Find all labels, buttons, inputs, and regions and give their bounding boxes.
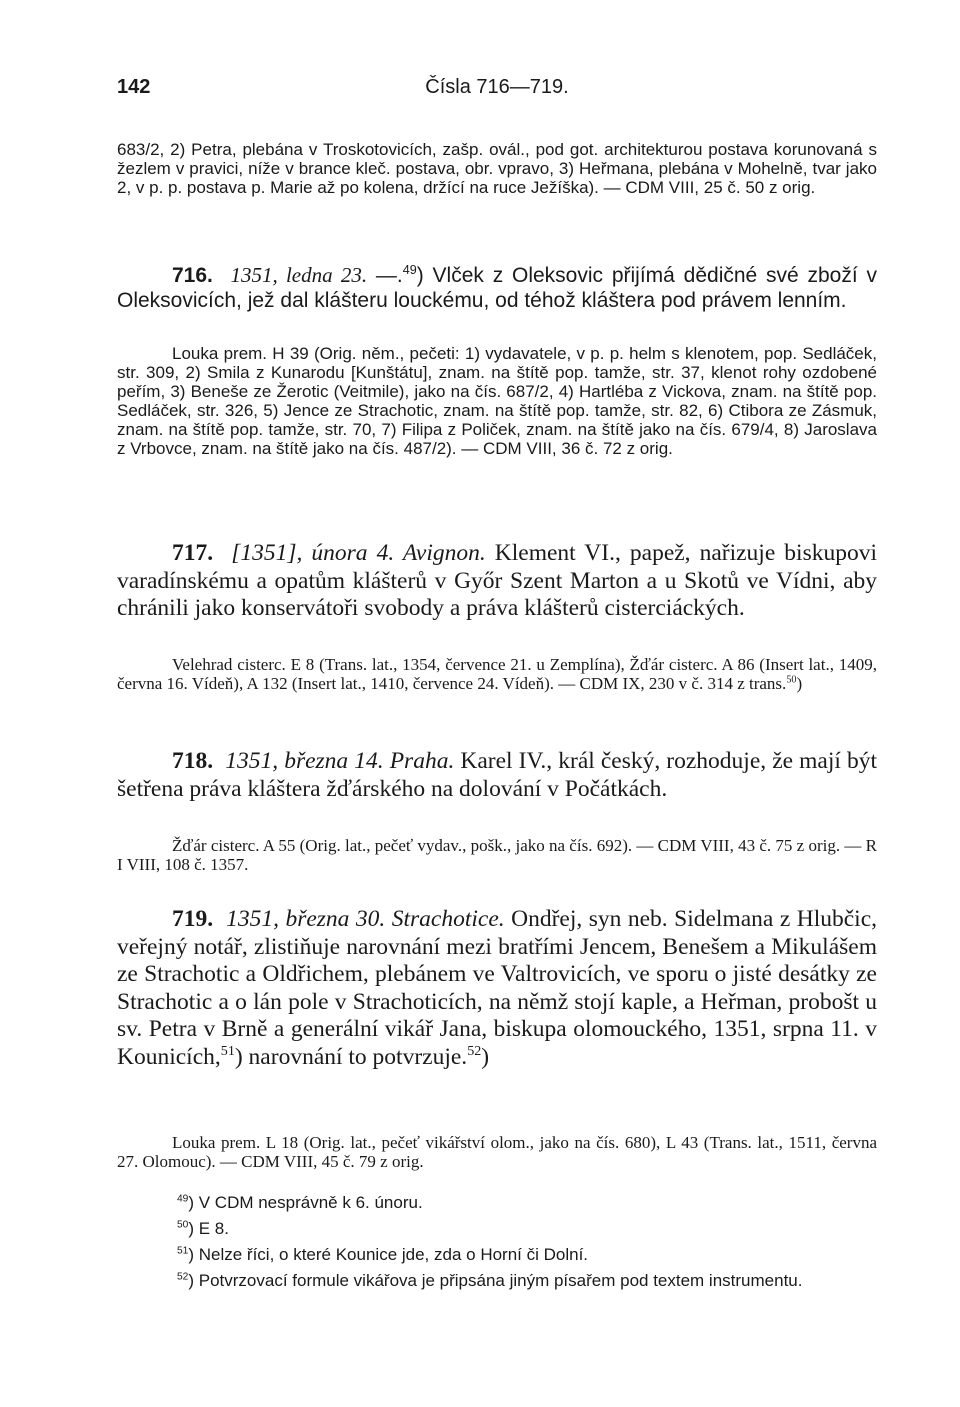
footnote-mark: 52 <box>177 1271 189 1283</box>
entry-718-summary <box>117 748 877 803</box>
entry-number: 718. <box>172 748 214 774</box>
footnotes <box>117 1190 877 1294</box>
footnote <box>117 1216 877 1242</box>
entry-number: 717. <box>172 540 214 566</box>
footnote <box>117 1268 877 1294</box>
page-header <box>117 76 877 102</box>
entry-summary: Ondřej, syn neb. Sidelmana z Hlubčic, veřejný notář, zlistiňuje narovnání mezi bratřími Jencem, Benešem a Mikulášem ze Strachotic a Oldřichem, plebánem ve Valtrovicích, ve sporu o jisté desátky ze Strachotic a o lán pole v Strachoticích, na němž stojí kaple, a Heřman, probošt u sv. Petra v Brně a generální vikář Jana, biskupa olomouckého, 1351, srpna 11. v Kounicích, <box>117 906 878 1070</box>
footnote-ref: 52 <box>467 1042 482 1059</box>
footnote-ref: 51 <box>220 1042 235 1059</box>
entry-718-source <box>117 836 877 874</box>
footnote-mark: 51 <box>177 1245 189 1257</box>
entry-source: Velehrad cisterc. E 8 (Trans. lat., 1354, července 21. u Zemplína), Žďár cisterc. A 86 (Insert lat., 1409, června 16. Vídeň), A 132 (Insert lat., 1410, července 24. Vídeň). — CDM IX, 230 v č. 314 z trans. <box>117 655 877 693</box>
running-title: Čísla 716—719. <box>425 76 569 98</box>
continuation-text: 683/2, 2) Petra, plebána v Troskotovicích, zašp. ovál., pod got. architekturou postava korunovaná s žezlem v pravici, níže v brance kleč. postava, obr. vpravo, 3) Heřmana, plebána v Mohelně, tvar jako 2, v p. p. postava p. Marie až po kolena, držící na ruce Ježíška). — CDM VIII, 25 č. 50 z orig. <box>117 140 877 197</box>
footnote-ref: 49 <box>402 263 417 277</box>
footnote-text: ) V CDM nesprávně k 6. únoru. <box>188 1193 423 1212</box>
entry-source: Louka prem. H 39 (Orig. něm., pečeti: 1) vydavatele, v p. p. helm s klenotem, pop. Sedláček, str. 309, 2) Smila z Kunarodu [Kunštátu], znam. na štítě pop. tamže, str. 37, klenot rohy ozdobené peřím, 3) Beneše ze Žerotic (Veitmile), jako na čís. 687/2, 4) Hartléba z Vickova, znam. na štítě pop. Sedláček, str. 326, 5) Jence ze Strachotic, znam. na štítě pop. tamže, str. 82, 6) Ctibora ze Zásmuk, znam. na štítě pop. tamže, str. 70, 7) Filipa z Poliček, znam. na štítě jako na čís. 679/4, 8) Jaroslava z Vrbovce, znam. na štítě jako na čís. 487/2). — CDM VIII, 36 č. 72 z orig. <box>117 344 877 458</box>
entry-date: 1351, března 30. Strachotice. <box>226 906 505 932</box>
entry-summary: ) Vlček z Oleksovic přijímá dědičné své zboží v Oleksovicích, jež dal klášteru louckému, od téhož kláštera pod právem lenním. <box>117 264 877 312</box>
entry-source: Žďár cisterc. A 55 (Orig. lat., pečeť vydav., pošk., jako na čís. 692). — CDM VIII, 43 č. 75 z orig. — R I VIII, 108 č. 1357. <box>117 836 877 874</box>
entry-date: [1351], února 4. Avignon. <box>231 540 486 566</box>
entry-717-summary <box>117 540 877 623</box>
entry-source: Louka prem. L 18 (Orig. lat., pečeť vikářství olom., jako na čís. 680), L 43 (Trans. lat., 1511, června 27. Olomouc). — CDM VIII, 45 č. 79 z orig. <box>117 1133 877 1171</box>
entry-summary: Karel IV., král český, rozhoduje, že mají být šetřena práva kláštera žďárského na dolování v Počátkách. <box>117 748 877 802</box>
entry-summary-cont: ) narovnání to potvrzuje. <box>234 1043 468 1070</box>
entry-date: 1351, ledna 23. <box>230 263 368 287</box>
footnote-ref: 50 <box>786 674 797 686</box>
footnote-text: ) Potvrzovací formule vikářova je připsána jiným písařem pod textem instrumentu. <box>188 1271 803 1290</box>
entry-719-source <box>117 1133 877 1171</box>
footnote-mark: 50 <box>177 1219 189 1231</box>
entry-summary: Klement VI., papež, nařizuje biskupovi varadínskému a opatům klášterů v Győr Szent Marton a u Skotů ve Vídni, aby chránili jako konservátoři svobody a práva klášterů cisterciáckých. <box>117 540 878 621</box>
page-number: 142 <box>117 76 151 98</box>
entry-717-source <box>117 655 877 693</box>
entry-source-close: ) <box>796 674 803 693</box>
footnote <box>117 1190 877 1216</box>
entry-date-dash: —. <box>367 264 403 287</box>
entry-716-source <box>117 344 877 458</box>
entry-number: 716. <box>172 264 213 287</box>
entry-date: 1351, března 14. Praha. <box>225 748 455 774</box>
entry-719-summary <box>117 906 877 1071</box>
continuation-paragraph <box>117 140 877 197</box>
entry-number: 719. <box>172 906 214 932</box>
footnote-mark: 49 <box>177 1193 189 1205</box>
footnote <box>117 1242 877 1268</box>
entry-summary-close: ) <box>481 1043 490 1070</box>
footnote-text: ) Nelze říci, o které Kounice jde, zda o Horní či Dolní. <box>188 1245 589 1264</box>
footnote-text: ) E 8. <box>188 1219 229 1238</box>
entry-716-summary <box>117 263 877 313</box>
